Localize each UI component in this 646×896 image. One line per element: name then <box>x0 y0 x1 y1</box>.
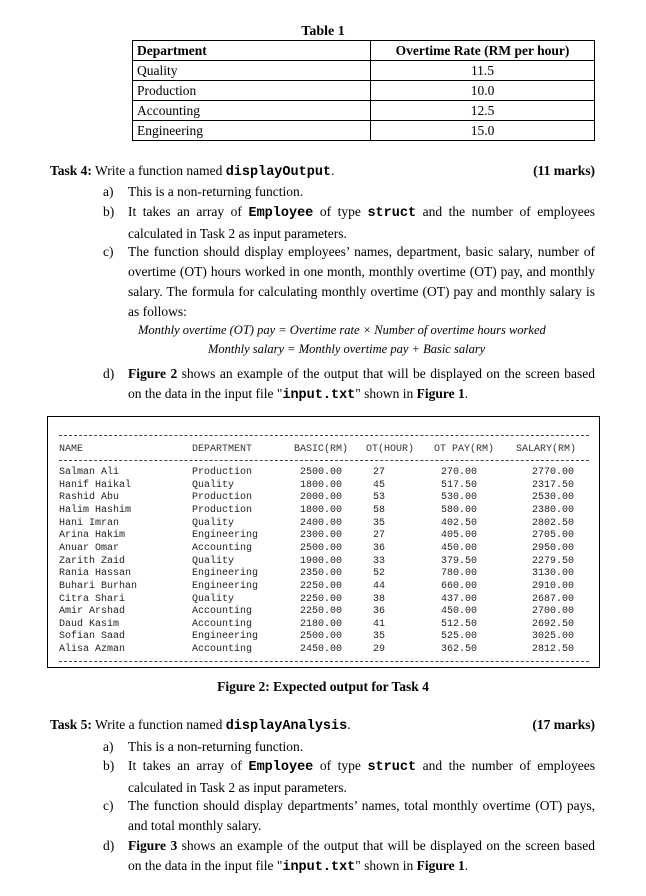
text-run: " shown in <box>355 386 417 401</box>
figure-ref: Figure 1 <box>416 386 465 401</box>
text-run: shows an example of the output that will be displayed on the screen based on the data in the input file " <box>128 838 595 873</box>
text-run: It takes an array of <box>128 758 249 773</box>
cell-ot-pay: 660.00 <box>441 580 478 592</box>
text-run: shows an example of the output that will be displayed on the screen based on the data in the input file " <box>128 366 595 401</box>
item-label: c) <box>103 244 114 259</box>
cell-ot-pay: 402.50 <box>441 517 478 529</box>
cell-ot-pay: 530.00 <box>441 492 478 504</box>
cell-department: Production <box>192 504 253 516</box>
cell-basic: 2500.00 <box>300 631 343 643</box>
cell-name: Hanif Haikal <box>59 479 132 491</box>
table-cell-department: Accounting <box>133 101 371 121</box>
divider <box>59 661 589 662</box>
text-run: of type <box>313 758 368 773</box>
cell-salary: 3025.00 <box>532 631 575 643</box>
cell-ot-hour: 36 <box>372 542 385 554</box>
cell-ot-hour: 58 <box>372 504 385 516</box>
cell-ot-pay: 270.00 <box>441 467 478 478</box>
cell-basic: 2000.00 <box>300 492 343 504</box>
cell-ot-hour: 29 <box>372 644 385 656</box>
cell-basic: 1800.00 <box>300 504 343 516</box>
task5-item-a <box>103 737 595 757</box>
code-employee: Employee <box>248 206 314 221</box>
table-row <box>59 492 591 505</box>
item-label: a) <box>103 184 114 199</box>
cell-name: Daud Kasim <box>59 618 120 630</box>
cell-department: Engineering <box>192 580 259 592</box>
task4-heading <box>50 163 595 180</box>
cell-ot-hour: 45 <box>372 479 385 491</box>
item-text: This is a non-returning function. <box>128 739 304 754</box>
code-input-file: input.txt <box>282 860 356 875</box>
task5-item-c <box>103 796 595 836</box>
table-cell-rate: 11.5 <box>371 61 595 81</box>
task4-function-name: displayOutput <box>225 165 332 180</box>
cell-basic: 2500.00 <box>300 467 343 478</box>
task4-title-end: . <box>331 163 335 178</box>
cell-salary: 2950.00 <box>532 542 575 554</box>
cell-ot-pay: 362.50 <box>441 644 478 656</box>
task4-item-c <box>103 242 595 322</box>
task5-function-name: displayAnalysis <box>225 719 348 734</box>
table-cell-rate: 12.5 <box>371 101 595 121</box>
table-row <box>59 644 591 657</box>
cell-basic: 1800.00 <box>300 479 343 491</box>
table-row <box>133 61 595 81</box>
cell-name: Buhari Burhan <box>59 580 138 592</box>
table-row <box>133 121 595 141</box>
item-text: This is a non-returning function. <box>128 184 304 199</box>
cell-basic: 2250.00 <box>300 606 343 618</box>
cell-salary: 2802.50 <box>532 517 575 529</box>
text-run: and the number of employees calculated in Task 2 as input parameters. <box>128 758 596 795</box>
cell-name: Anuar Omar <box>59 542 120 554</box>
cell-salary: 2705.00 <box>532 530 575 542</box>
cell-ot-hour: 27 <box>372 530 385 542</box>
task5-marks: (17 marks) <box>532 717 595 732</box>
cell-ot-pay: 437.00 <box>441 593 478 605</box>
code-input-file: input.txt <box>282 388 356 403</box>
col-header-name: NAME <box>59 444 84 455</box>
code-struct: struct <box>367 206 417 221</box>
cell-ot-hour: 33 <box>372 555 385 567</box>
col-header-ot-pay: OT PAY(RM) <box>434 444 495 455</box>
table-row <box>59 518 591 531</box>
cell-department: Accounting <box>192 606 253 618</box>
task4-marks: (11 marks) <box>533 163 595 178</box>
table-row <box>59 631 591 644</box>
col-header-department: DEPARTMENT <box>192 444 253 455</box>
task4-item-a <box>103 182 595 202</box>
text-run: . <box>464 386 469 401</box>
cell-salary: 2317.50 <box>532 479 575 491</box>
text-run: and the number of employees calculated in Task 2 as input parameters. <box>128 204 596 241</box>
item-text <box>128 364 595 406</box>
cell-salary: 2700.00 <box>532 606 575 618</box>
cell-department: Quality <box>192 555 235 567</box>
cell-salary: 3130.00 <box>532 568 575 580</box>
cell-salary: 2770.00 <box>532 467 575 478</box>
cell-ot-hour: 53 <box>372 492 385 504</box>
table-row <box>59 505 591 518</box>
task5-label: Task 5: <box>50 717 92 732</box>
cell-basic: 2300.00 <box>300 530 343 542</box>
cell-ot-pay: 512.50 <box>441 618 478 630</box>
table-row <box>59 556 591 569</box>
cell-name: Amir Arshad <box>59 606 126 618</box>
cell-salary: 2910.00 <box>532 580 575 592</box>
item-label: b) <box>103 758 115 773</box>
cell-ot-pay: 517.50 <box>441 479 478 491</box>
table-row <box>59 606 591 619</box>
cell-department: Quality <box>192 593 235 605</box>
table-header-row <box>133 41 595 61</box>
item-text <box>128 202 595 244</box>
cell-salary: 2530.00 <box>532 492 575 504</box>
formula-salary: Monthly salary = Monthly overtime pay + Basic salary <box>208 342 486 356</box>
figure2-caption: Figure 2: Expected output for Task 4 <box>217 679 429 694</box>
col-header-ot-hour: OT(HOUR) <box>366 444 415 455</box>
cell-ot-hour: 35 <box>372 631 385 643</box>
figure-ref: Figure 3 <box>128 838 178 853</box>
cell-salary: 2380.00 <box>532 504 575 516</box>
task4-label: Task 4: <box>50 163 92 178</box>
cell-salary: 2692.50 <box>532 618 575 630</box>
cell-department: Accounting <box>192 542 253 554</box>
table-header-rate: Overtime Rate (RM per hour) <box>371 41 595 61</box>
cell-department: Quality <box>192 479 235 491</box>
cell-name: Halim Hashim <box>59 504 132 516</box>
figure-ref: Figure 2 <box>128 366 178 381</box>
cell-salary: 2687.00 <box>532 593 575 605</box>
cell-ot-hour: 44 <box>372 580 385 592</box>
text-run: It takes an array of <box>128 204 249 219</box>
divider <box>59 460 589 461</box>
text-run: of type <box>313 204 368 219</box>
col-header-basic: BASIC(RM) <box>294 444 349 455</box>
cell-salary: 2279.50 <box>532 555 575 567</box>
table-row <box>133 101 595 121</box>
cell-ot-pay: 525.00 <box>441 631 478 643</box>
cell-name: Arina Hakim <box>59 530 126 542</box>
cell-name: Rashid Abu <box>59 492 120 504</box>
task5-title-end: . <box>347 717 351 732</box>
table-row <box>59 480 591 493</box>
item-label: d) <box>103 838 115 853</box>
cell-ot-pay: 580.00 <box>441 504 478 516</box>
code-employee: Employee <box>248 760 314 775</box>
table-cell-rate: 15.0 <box>371 121 595 141</box>
cell-basic: 2350.00 <box>300 568 343 580</box>
cell-ot-hour: 52 <box>372 568 385 580</box>
cell-ot-hour: 27 <box>372 467 385 478</box>
cell-basic: 2250.00 <box>300 593 343 605</box>
cell-name: Salman Ali <box>59 467 120 478</box>
table-header-department: Department <box>133 41 371 61</box>
task4-item-b <box>103 202 595 244</box>
cell-name: Rania Hassan <box>59 568 132 580</box>
cell-ot-hour: 41 <box>372 618 385 630</box>
task5-item-b <box>103 756 595 798</box>
item-text <box>128 756 595 798</box>
item-text: The function should display departments’ names, total monthly overtime (OT) pays, and total monthly salary. <box>128 798 595 833</box>
table-row <box>59 467 591 480</box>
table-row <box>133 81 595 101</box>
overtime-rate-table <box>132 40 595 141</box>
cell-salary: 2812.50 <box>532 644 575 656</box>
item-text <box>128 836 595 878</box>
table-row <box>59 568 591 581</box>
cell-name: Citra Shari <box>59 593 126 605</box>
cell-name: Sofian Saad <box>59 631 126 643</box>
task5-title-text: Write a function named <box>91 717 226 732</box>
cell-ot-pay: 450.00 <box>441 542 478 554</box>
cell-ot-hour: 38 <box>372 593 385 605</box>
cell-department: Accounting <box>192 644 253 656</box>
cell-department: Accounting <box>192 618 253 630</box>
item-label: a) <box>103 739 114 754</box>
cell-ot-pay: 780.00 <box>441 568 478 580</box>
cell-basic: 2400.00 <box>300 517 343 529</box>
cell-name: Zarith Zaid <box>59 555 126 567</box>
item-text: The function should display employees’ names, department, basic salary, number of overtime (OT) hours worked in one month, monthly overtime (OT) pay, and monthly salary. The formula for calculating monthly overtime (OT) pay and monthly salary is as follows: <box>128 244 595 319</box>
cell-basic: 2180.00 <box>300 618 343 630</box>
code-struct: struct <box>367 760 417 775</box>
table-cell-rate: 10.0 <box>371 81 595 101</box>
cell-department: Production <box>192 467 253 478</box>
table-cell-department: Engineering <box>133 121 371 141</box>
col-header-salary: SALARY(RM) <box>516 444 577 455</box>
item-label: b) <box>103 204 115 219</box>
cell-ot-pay: 379.50 <box>441 555 478 567</box>
task4-title-text: Write a function named <box>91 163 226 178</box>
text-run: " shown in <box>355 858 417 873</box>
cell-ot-pay: 450.00 <box>441 606 478 618</box>
cell-department: Engineering <box>192 568 259 580</box>
cell-department: Engineering <box>192 530 259 542</box>
table-row <box>59 581 591 594</box>
task4-item-d <box>103 364 595 406</box>
cell-basic: 2450.00 <box>300 644 343 656</box>
table-cell-department: Production <box>133 81 371 101</box>
cell-basic: 1900.00 <box>300 555 343 567</box>
cell-basic: 2500.00 <box>300 542 343 554</box>
formula-ot-pay: Monthly overtime (OT) pay = Overtime rate × Number of overtime hours worked <box>138 323 546 337</box>
divider <box>59 435 589 436</box>
cell-name: Alisa Azman <box>59 644 126 656</box>
table1-caption: Table 1 <box>301 24 345 39</box>
cell-department: Engineering <box>192 631 259 643</box>
text-run: . <box>464 858 469 873</box>
table-cell-department: Quality <box>133 61 371 81</box>
table-row <box>59 594 591 607</box>
table-row <box>59 530 591 543</box>
cell-name: Hani Imran <box>59 517 120 529</box>
item-label: d) <box>103 366 115 381</box>
cell-department: Production <box>192 492 253 504</box>
table-row <box>59 543 591 556</box>
figure-ref: Figure 1 <box>416 858 465 873</box>
cell-department: Quality <box>192 517 235 529</box>
cell-ot-hour: 36 <box>372 606 385 618</box>
cell-basic: 2250.00 <box>300 580 343 592</box>
item-label: c) <box>103 798 114 813</box>
figure2-output-box <box>47 416 600 668</box>
cell-ot-hour: 35 <box>372 517 385 529</box>
table-row <box>59 619 591 632</box>
task5-item-d <box>103 836 595 878</box>
task5-heading <box>50 717 595 734</box>
cell-ot-pay: 405.00 <box>441 530 478 542</box>
